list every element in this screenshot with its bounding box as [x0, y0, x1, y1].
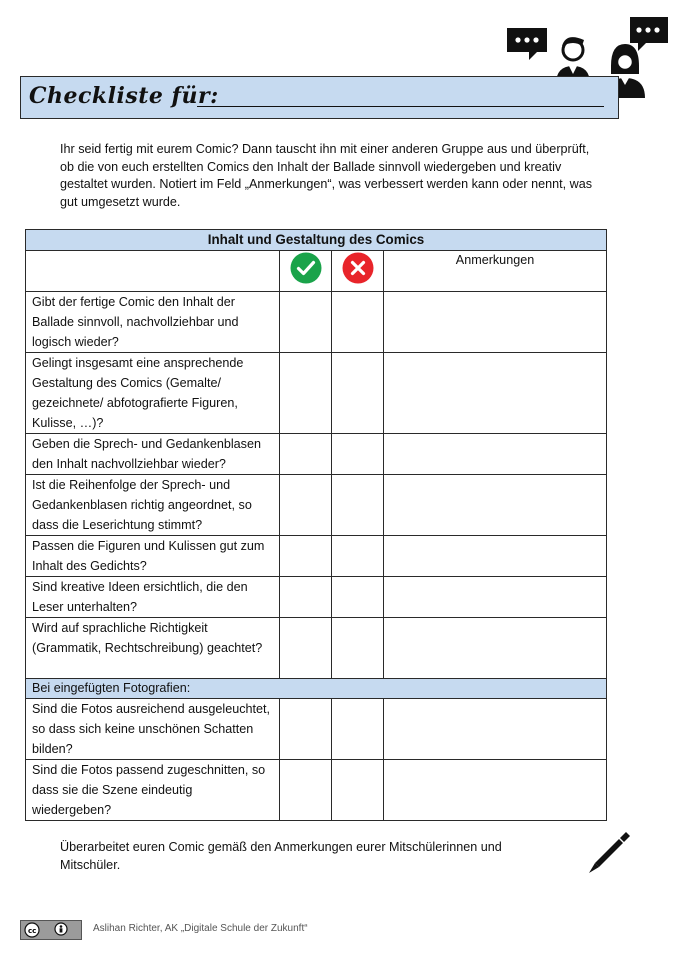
- table-row: [26, 475, 607, 536]
- yes-checkbox-cell[interactable]: [280, 760, 332, 821]
- title-box: [20, 76, 619, 119]
- license-badge: [20, 920, 82, 940]
- table-title: Inhalt und Gestaltung des Comics: [26, 230, 607, 251]
- question-cell: Ist die Reihenfolge der Sprech- und Gedankenblasen richtig angeordnet, so dass die Leserichtung stimmt?: [26, 475, 280, 536]
- photo-section-label: Bei eingefügten Fotografien:: [26, 679, 607, 699]
- notes-column-header: Anmerkungen: [384, 251, 607, 292]
- table-row: [26, 353, 607, 434]
- table-row: [26, 434, 607, 475]
- notes-cell[interactable]: [384, 475, 607, 536]
- yes-checkbox-cell[interactable]: [280, 618, 332, 679]
- yes-checkbox-cell[interactable]: [280, 577, 332, 618]
- no-checkbox-cell[interactable]: [332, 618, 384, 679]
- table-row: [26, 618, 607, 679]
- question-cell: Sind die Fotos ausreichend ausgeleuchtet, so dass sich keine unschönen Schatten bilden?: [26, 699, 280, 760]
- no-checkbox-cell[interactable]: [332, 353, 384, 434]
- table-row: [26, 536, 607, 577]
- no-checkbox-cell[interactable]: [332, 577, 384, 618]
- question-cell: Wird auf sprachliche Richtigkeit (Grammatik, Rechtschreibung) geachtet?: [26, 618, 280, 679]
- no-checkbox-cell[interactable]: [332, 536, 384, 577]
- question-cell: Passen die Figuren und Kulissen gut zum Inhalt des Gedichts?: [26, 536, 280, 577]
- table-row: [26, 577, 607, 618]
- table-row: [26, 760, 607, 821]
- yes-checkbox-cell[interactable]: [280, 292, 332, 353]
- notes-cell[interactable]: [384, 536, 607, 577]
- yes-checkbox-cell[interactable]: [280, 353, 332, 434]
- yes-checkbox-cell[interactable]: [280, 536, 332, 577]
- no-checkbox-cell[interactable]: [332, 760, 384, 821]
- speech-bubble-icon: [507, 28, 547, 60]
- question-cell: Gelingt insgesamt eine ansprechende Gestaltung des Comics (Gemalte/ gezeichnete/ abfotografierte Figuren, Kulisse, …)?: [26, 353, 280, 434]
- author-credit: Aslihan Richter, AK „Digitale Schule der Zukunft“: [93, 923, 308, 934]
- table-title-row: [26, 230, 607, 251]
- empty-header-cell: [26, 251, 280, 292]
- cc-by-icon: [21, 921, 81, 939]
- notes-cell[interactable]: [384, 618, 607, 679]
- page-title: Checkliste für:: [29, 83, 219, 109]
- name-entry-line[interactable]: [197, 106, 604, 107]
- notes-cell[interactable]: [384, 699, 607, 760]
- checklist-table: [25, 229, 607, 821]
- question-cell: Geben die Sprech- und Gedankenblasen den Inhalt nachvollziehbar wieder?: [26, 434, 280, 475]
- speech-bubble-icon: [630, 17, 668, 51]
- no-checkbox-cell[interactable]: [332, 699, 384, 760]
- outro-text: Überarbeitet euren Comic gemäß den Anmerkungen eurer Mitschülerinnen und Mitschüler.: [60, 840, 502, 872]
- no-column-header: [332, 251, 384, 292]
- notes-cell[interactable]: [384, 577, 607, 618]
- notes-cell[interactable]: [384, 760, 607, 821]
- pen-icon: [586, 830, 632, 876]
- photo-section-row: [26, 679, 607, 699]
- yes-column-header: [280, 251, 332, 292]
- notes-cell[interactable]: [384, 292, 607, 353]
- question-cell: Sind die Fotos passend zugeschnitten, so dass sie die Szene eindeutig wiedergeben?: [26, 760, 280, 821]
- table-row: [26, 292, 607, 353]
- no-checkbox-cell[interactable]: [332, 434, 384, 475]
- table-header-row: [26, 251, 607, 292]
- no-checkbox-cell[interactable]: [332, 475, 384, 536]
- table-row: [26, 699, 607, 760]
- yes-checkbox-cell[interactable]: [280, 699, 332, 760]
- cross-icon: [342, 252, 374, 284]
- notes-cell[interactable]: [384, 434, 607, 475]
- intro-text: Ihr seid fertig mit eurem Comic? Dann tauscht ihn mit einer anderen Gruppe aus und überprüft, ob die von euch erstellten Comics den Inhalt der Ballade sinnvoll wiedergeben und kreativ gestaltet wurden. Notiert im Feld „Anmerkungen“, was verbessert werden kann oder nennt, was gut umgesetzt wurde.: [60, 142, 592, 209]
- notes-cell[interactable]: [384, 353, 607, 434]
- check-icon: [290, 252, 322, 284]
- yes-checkbox-cell[interactable]: [280, 475, 332, 536]
- question-cell: Sind kreative Ideen ersichtlich, die den Leser unterhalten?: [26, 577, 280, 618]
- question-cell: Gibt der fertige Comic den Inhalt der Ballade sinnvoll, nachvollziehbar und logisch wieder?: [26, 292, 280, 353]
- no-checkbox-cell[interactable]: [332, 292, 384, 353]
- svg-text:cc: cc: [28, 927, 37, 935]
- yes-checkbox-cell[interactable]: [280, 434, 332, 475]
